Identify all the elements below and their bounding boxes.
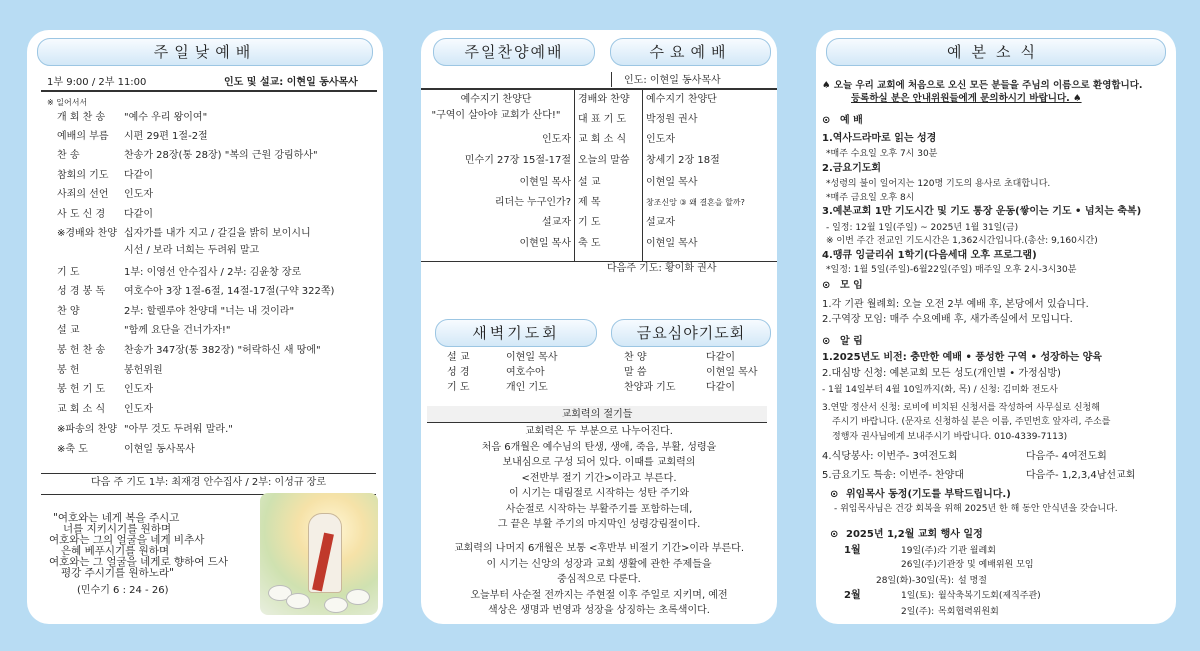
- order-label: 사죄의 선언: [57, 189, 109, 200]
- meeting-line: 2.구역장 모임: 매주 수요예배 후, 새가족실에서 모입니다.: [822, 314, 1073, 325]
- wednesday-label: 기 도: [578, 217, 601, 228]
- friday-special-song: 5.금요기도 특송: 이번주- 찬양대: [822, 470, 964, 481]
- panel-church-news: [816, 30, 1176, 624]
- schedule-title: 2025년 1,2월 교회 행사 일정: [846, 529, 983, 540]
- pastor-title: 위임목사 동정(기도를 부탁드립니다.): [846, 489, 1011, 500]
- sunday-worship-title: 주일낮예배: [37, 38, 373, 66]
- notice-line: 1.2025년도 비전: 충만한 예배 • 풍성한 구역 • 성장하는 양육: [822, 352, 1102, 363]
- friday-value: 다같이: [706, 382, 735, 393]
- order-value: "함께 요단을 건너가자!": [124, 325, 231, 336]
- welcome-line-2: 등록하실 분은 안내위원들에게 문의하시기 바랍니다. ♠: [851, 93, 1082, 104]
- worship-line: *매주 금요일 오후 8시: [826, 193, 915, 203]
- calendar-line: 교회력은 두 부분으로 나누어진다.: [525, 426, 673, 437]
- schedule-bullet: ⊙: [830, 529, 839, 540]
- order-label: ※파송의 찬양: [57, 424, 117, 435]
- meal-service-next: 다음주- 4여전도회: [1026, 451, 1107, 462]
- dawn-value: 이현일 목사: [506, 352, 558, 363]
- order-value: 찬송가 347장(통 382장) "허락하신 새 땅에": [124, 345, 321, 356]
- wednesday-value: 박정원 권사: [646, 114, 698, 125]
- praise-row: 설교자: [542, 217, 571, 228]
- schedule-date: 28일(화)-30일(목):: [876, 576, 955, 586]
- order-label: 봉 헌: [57, 365, 80, 376]
- friday-special-song-next: 다음주- 1,2,3,4남선교회: [1026, 470, 1136, 481]
- friday-label: 찬 양: [624, 352, 647, 363]
- friday-value: 다같이: [706, 352, 735, 363]
- order-value: 찬송가 28장(통 28장) "복의 근원 강림하사": [124, 150, 318, 161]
- verse-line: 평강 주시기를 원하노라": [61, 567, 174, 579]
- friday-value: 이현일 목사: [706, 367, 758, 378]
- order-label: ※경배와 찬양: [57, 228, 117, 239]
- order-label: 찬 양: [57, 306, 80, 317]
- calendar-line: 이 시기는 대림절로 시작하는 성탄 주기와: [508, 488, 690, 499]
- schedule-date: 2일(주):: [901, 607, 935, 617]
- dawn-value: 개인 기도: [506, 382, 548, 393]
- order-label: ※축 도: [57, 444, 88, 455]
- divider: [41, 90, 377, 92]
- order-value: 이현일 동사목사: [124, 444, 195, 455]
- wednesday-value: 설교자: [646, 217, 675, 228]
- praise-row: "구역이 살아야 교회가 산다!": [431, 110, 561, 121]
- verse-line: 은혜 베푸시기를 원하며: [61, 545, 170, 557]
- calendar-line: 그 끝은 부활 주기의 마지막인 성령강림절이다.: [497, 519, 701, 530]
- verse-line: 여호와는 그의 얼굴을 네게 비추사: [49, 534, 205, 546]
- calendar-line: 중심적으로 다룬다.: [557, 574, 641, 585]
- pastor-body: - 위임목사님은 건강 회복을 위해 2025년 한 해 동안 안식년을 갖습니다.: [834, 504, 1118, 514]
- section-worship: 예 배: [840, 115, 863, 126]
- verse-reference: (민수기 6 : 24 - 26): [77, 585, 169, 596]
- order-value: 시선 / 보라 너희는 두려워 말고: [124, 245, 260, 256]
- verse-line: 너를 지키시기를 원하며: [63, 523, 172, 535]
- praise-worship-title: 주일찬양예배: [433, 38, 595, 66]
- wednesday-label: 축 도: [578, 238, 601, 249]
- panel-afternoon-services: [421, 30, 777, 624]
- schedule-month: 2월: [844, 590, 861, 601]
- worship-line: *성령의 불이 일어지는 120명 기도의 용사로 초대합니다.: [826, 179, 1051, 189]
- meal-service: 4.식당봉사: 이번주- 3여전도회: [822, 451, 958, 462]
- jesus-shepherd-image: [260, 493, 378, 615]
- notice-line: 정행자 권사님에게 보내주시기 바랍니다. 010-4339-7113): [832, 432, 1068, 442]
- calendar-line: 사순절로 시작하는 부활주기를 포함하는데,: [505, 503, 693, 515]
- schedule-event: 기관장 및 예배위원 모임: [938, 560, 1034, 570]
- order-label: 교 회 소 식: [57, 404, 106, 415]
- dawn-value: 여호수아: [506, 367, 545, 378]
- praise-row: 민수기 27장 15절-17절: [464, 155, 571, 166]
- order-label: 참회의 기도: [57, 170, 109, 181]
- section-notice-bullet: ⊙: [822, 336, 831, 347]
- order-value: 다같이: [124, 170, 153, 181]
- welcome-line-1: ♠ 오늘 우리 교회에 처음으로 오신 모든 분들을 주님의 이름으로 환영합니다.: [822, 80, 1143, 91]
- section-worship-bullet: ⊙: [822, 115, 831, 126]
- praise-row: 이현일 목사: [519, 177, 571, 188]
- order-value: 2부: 할렐루야 찬양대 "너는 내 것이라": [124, 306, 295, 317]
- worship-line: *매주 수요일 오후 7시 30분: [826, 149, 938, 159]
- schedule-event: 설 명절: [958, 576, 987, 586]
- order-value: 봉헌위원: [124, 365, 163, 376]
- worship-line: 3.예본교회 1만 기도시간 및 기도 통장 운동(쌓이는 기도 • 넘치는 축복): [822, 206, 1142, 217]
- notice-line: 3.연말 정산서 신청: 로비에 비치된 신청서를 작성하여 사무실로 신청해: [822, 403, 1100, 413]
- wednesday-leader: 인도: 이현일 동사목사: [624, 75, 721, 86]
- schedule-date: 19일(주):: [901, 546, 940, 556]
- panel-sunday-worship: [27, 30, 383, 624]
- order-value: 인도자: [124, 404, 153, 415]
- dawn-label: 기 도: [447, 382, 470, 393]
- order-label: 설 교: [57, 325, 80, 336]
- wednesday-value: 창조신앙 ③ 왜 결혼을 할까?: [646, 198, 745, 207]
- calendar-line: 오늘부터 사순절 전까지는 주현절 이후 주일로 지키며, 예전: [470, 589, 728, 601]
- order-value: "아무 것도 두려워 말라.": [124, 424, 233, 435]
- order-value: 시편 29편 1절-2절: [124, 131, 208, 142]
- pastor-bullet: ⊙: [830, 489, 839, 500]
- schedule-month: 1월: [844, 545, 861, 556]
- wednesday-label: 설 교: [578, 177, 601, 188]
- schedule-event: 월삭축복기도회(제직주관): [938, 591, 1041, 601]
- dawn-label: 성 경: [447, 367, 470, 378]
- worship-line: - 일정: 12월 1일(주일) ~ 2025년 1월 31일(금): [826, 223, 1019, 233]
- wednesday-value: 이현일 목사: [646, 238, 698, 249]
- worship-line: ※ 이번 주간 전교인 기도시간은 1,362시간입니다.(총산: 9,160시간): [826, 236, 1098, 246]
- section-meeting: 모 임: [840, 280, 863, 291]
- notice-line: 주시기 바랍니다. (문자로 신청하실 분은 이름, 주민번호 앞자리, 주소를: [832, 417, 1111, 427]
- church-calendar-title: 교회력의 절기들: [561, 409, 633, 420]
- wednesday-label: 제 목: [578, 197, 601, 208]
- worship-line: 4.땡큐 잉글리쉬 1학기(다음세대 오후 프로그램): [822, 250, 1037, 261]
- praise-row: 이현일 목사: [519, 238, 571, 249]
- praise-row: 인도자: [542, 134, 571, 145]
- schedule-date: 1일(토):: [901, 591, 935, 601]
- order-label: 찬 송: [57, 150, 80, 161]
- wednesday-value: 이현일 목사: [646, 177, 698, 188]
- order-value: 여호수아 3장 1절-6절, 14절-17절(구약 322쪽): [124, 286, 335, 297]
- calendar-line: <전반부 절기 기간>이라고 부른다.: [521, 472, 677, 484]
- notice-line: 2.대심방 신청: 예본교회 모든 성도(개인별 • 가정심방): [822, 368, 1061, 379]
- dawn-label: 설 교: [447, 352, 470, 363]
- verse-line: 여호와는 그 얼굴을 네게로 향하여 드사: [49, 556, 228, 568]
- order-label: 봉 헌 기 도: [57, 384, 106, 395]
- friday-label: 말 씀: [624, 367, 647, 378]
- notice-line: - 1월 14일부터 4월 10일까지(화, 목) / 신청: 김미화 전도사: [822, 385, 1058, 395]
- dawn-prayer-title: 새벽기도회: [435, 319, 597, 347]
- praise-row: 리더는 누구인가?: [494, 197, 571, 208]
- order-label: 기 도: [57, 267, 80, 278]
- calendar-line: 처음 6개월은 예수님의 탄생, 생애, 죽음, 부활, 성령을: [481, 441, 717, 453]
- calendar-line: 보내심으로 구성 되어 있다. 이때를 교회력의: [502, 457, 696, 468]
- order-label: 개 회 찬 송: [57, 112, 106, 123]
- order-value: "예수 우리 왕이여": [124, 112, 208, 123]
- order-label: 성 경 봉 독: [57, 286, 106, 297]
- order-value: 다같이: [124, 209, 153, 220]
- meeting-line: 1.각 기관 월례회: 오늘 오전 2부 예배 후, 본당에서 있습니다.: [822, 299, 1089, 310]
- wednesday-label: 경배와 찬양: [578, 94, 630, 105]
- order-label: 봉 헌 찬 송: [57, 345, 106, 356]
- service-time: 1부 9:00 / 2부 11:00: [47, 77, 147, 88]
- calendar-line: 이 시기는 신앙의 성장과 교회 생활에 관한 주제들을: [486, 558, 712, 570]
- order-label: 사 도 신 경: [57, 209, 106, 220]
- schedule-event: 목회협력위원회: [938, 607, 999, 617]
- order-value: 십자가를 내가 지고 / 갈길을 밝히 보이시니: [124, 228, 311, 239]
- next-week-prayer: 다음 주 기도 1부: 최재경 안수집사 / 2부: 이성규 장로: [91, 477, 326, 488]
- friday-prayer-title: 금요심야기도회: [611, 319, 771, 347]
- wednesday-value: 인도자: [646, 134, 675, 145]
- verse-line: "여호와는 네게 복을 주시고: [53, 512, 180, 524]
- service-leader: 인도 및 설교: 이현일 동사목사: [224, 77, 358, 88]
- church-news-title: 예본소식: [826, 38, 1166, 66]
- order-value: 인도자: [124, 384, 153, 395]
- wednesday-label: 대 표 기 도: [578, 114, 627, 125]
- section-meeting-bullet: ⊙: [822, 280, 831, 291]
- schedule-date: 26일(주):: [901, 560, 940, 570]
- order-value: 인도자: [124, 189, 153, 200]
- wednesday-next-prayer: 다음주 기도: 황이화 권사: [607, 263, 717, 274]
- wednesday-value: 창세기 2장 18절: [646, 155, 720, 166]
- wednesday-label: 오늘의 말씀: [578, 155, 630, 166]
- worship-line: *일정: 1월 5일(주일)-6월22일(주일) 매주일 오후 2시-3시30분: [826, 265, 1077, 275]
- wednesday-value: 예수지기 찬양단: [646, 94, 717, 105]
- worship-line: 1.역사드라마로 읽는 성경: [822, 133, 937, 144]
- wednesday-label: 교 회 소 식: [578, 134, 627, 145]
- friday-label: 찬양과 기도: [624, 382, 676, 393]
- order-label: 예배의 부름: [57, 131, 109, 142]
- worship-line: 2.금요기도회: [822, 163, 882, 174]
- order-value: 1부: 이영선 안수집사 / 2부: 김윤창 장로: [124, 267, 302, 278]
- standing-note: ※ 일어서서: [47, 98, 88, 107]
- praise-row: 예수지기 찬양단: [460, 94, 532, 105]
- wednesday-worship-title: 수요예배: [610, 38, 771, 66]
- calendar-line: 색상은 생명과 번영과 성장을 상징하는 초록색이다.: [488, 605, 710, 616]
- calendar-line: 교회력의 나머지 6개월은 보통 <후반부 비절기 기간>이라 부른다.: [453, 543, 745, 554]
- schedule-event: 각 기관 월례회: [938, 546, 996, 556]
- section-notice: 알 림: [840, 336, 863, 347]
